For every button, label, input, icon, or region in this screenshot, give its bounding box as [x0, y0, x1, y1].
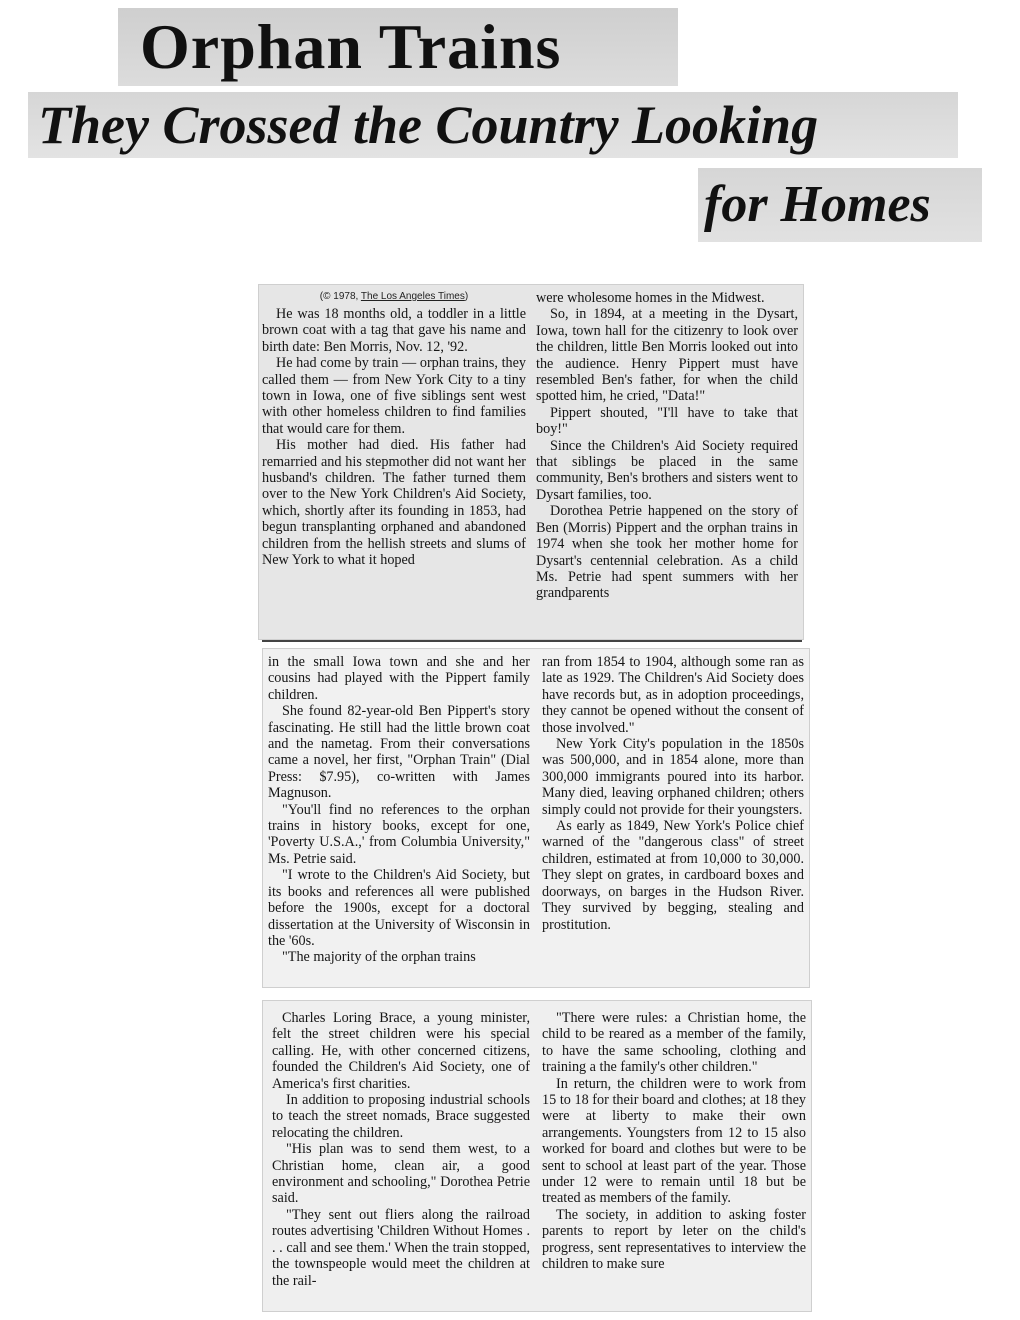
paragraph: Since the Children's Aid Society required that siblings be placed in the same community, Ben's brothers and sisters went to Dysart families, too.: [536, 437, 798, 503]
section2-left-column: [268, 654, 530, 982]
paragraph: The society, in addition to asking foster parents to report by leter on the child's progress, sent representatives to interview the children to make sure: [542, 1206, 806, 1273]
credit-suffix: ): [464, 291, 469, 302]
paragraph: As early as 1849, New York's Police chief warned of the "dangerous class" of street children, estimated at from 10,000 to 30,000. They slept on grates, in cardboard boxes and doorways, on barges in the Hudson River. They survived by begging, stealing and prostitution.: [542, 818, 804, 933]
paragraph: New York City's population in the 1850s was 500,000, and in 1854 alone, more than 300,000 immigrants poured into its harbor. Many died, leaving orphaned children; others simply could not provide for their youngsters.: [542, 736, 804, 818]
paragraph: His mother had died. His father had remarried and his stepmother did not want her husband's children. The father turned them over to the New York Children's Aid Society, which, shortly after its founding in 1853, had begun transplanting orphaned and abandoned children from the hellish streets and slums of New York to what it hoped: [262, 437, 526, 569]
credit-source: The Los Angeles Times: [360, 291, 465, 302]
credit-prefix: (© 1978,: [319, 291, 361, 302]
divider-rule: [262, 640, 802, 642]
paragraph: "I wrote to the Children's Aid Society, but its books and references all were published before the 1900s, except for a doctoral dissertation at the University of Wisconsin in the '60s.: [268, 867, 530, 949]
section3-right-column: [542, 1010, 806, 1310]
paragraph: So, in 1894, at a meeting in the Dysart, Iowa, town hall for the citizenry to look over the children, little Ben Morris looked out into the audience. Henry Pippert must have resembled Ben's father, for when the child spotted him, he cried, "Data!": [536, 306, 798, 405]
paragraph: Pippert shouted, "I'll have to take that boy!": [536, 404, 798, 438]
headline-sub-line1: They Crossed the Country Looking: [28, 92, 958, 158]
paragraph: In return, the children were to work from 15 to 18 for their board and clothes; at 18 they were at liberty to make their own arrangements. Youngsters from 12 to 15 also worked for board and clothes but were to be sent to school at least part of the year. Those under 12 were to remain until 18 but be treated as members of the family.: [542, 1075, 806, 1207]
section2-right-column: [542, 654, 804, 982]
paragraph: "The majority of the orphan trains: [282, 949, 476, 966]
paragraph: "They sent out fliers along the railroad routes advertising 'Children Without Homes . . . call and see them.' When the train stopped, the townspeople would meet the children at the rail-: [272, 1206, 530, 1289]
section1-left-column: [262, 290, 526, 636]
paragraph: "You'll find no references to the orphan trains in history books, except for one, 'Poverty U.S.A.,' from Columbia University," Ms. Petrie said.: [268, 801, 530, 867]
copyright-credit: [262, 290, 526, 304]
headline-sub-line2: for Homes: [698, 168, 982, 242]
paragraph: "His plan was to send them west, to a Christian home, clean air, a good environment and schooling," Dorothea Petrie said.: [272, 1141, 530, 1207]
paragraph: Dorothea Petrie happened on the story of Ben (Morris) Pippert and the orphan trains in 1974 when she took her mother home for Dysart's centennial celebration. As a child Ms. Petrie had spent summers with her grandparents: [536, 503, 798, 602]
paragraph: "There were rules: a Christian home, the child to be reared as a member of the family, to have the same schooling, clothing and training a the family's other children.": [542, 1010, 806, 1076]
paragraph: in the small Iowa town and she and her cousins had played with the Pippert family children.: [268, 654, 530, 703]
paragraph: He had come by train — orphan trains, they called them — from New York City to a tiny town in Iowa, one of five siblings sent west with other homeless children to find families that would care for them.: [262, 355, 526, 437]
section1-right-column: [536, 290, 798, 636]
paragraph: were wholesome homes in the Midwest.: [536, 290, 765, 306]
paragraph: He was 18 months old, a toddler in a little brown coat with a tag that gave his name and birth date: Ben Morris, Nov. 12, '92.: [262, 306, 526, 355]
paragraph: She found 82-year-old Ben Pippert's story fascinating. He still had the little brown coat and the nametag. From their conversations came a novel, her first, "Orphan Train" (Dial Press: $7.95), co-written with James Magnuson.: [268, 703, 530, 802]
paragraph: Charles Loring Brace, a young minister, felt the street children were his special calling. He, with other concerned citizens, founded the Children's Aid Society, one of America's first charities.: [272, 1010, 530, 1092]
paragraph: In addition to proposing industrial schools to teach the street nomads, Brace suggested relocating the children.: [272, 1092, 530, 1141]
section3-left-column: [272, 1010, 530, 1310]
paragraph: ran from 1854 to 1904, although some ran as late as 1929. The Children's Aid Society does have records but, as in adoption proceedings, they cannot be opened without the consent of those involved.": [542, 654, 804, 736]
headline-main: Orphan Trains: [118, 8, 678, 86]
